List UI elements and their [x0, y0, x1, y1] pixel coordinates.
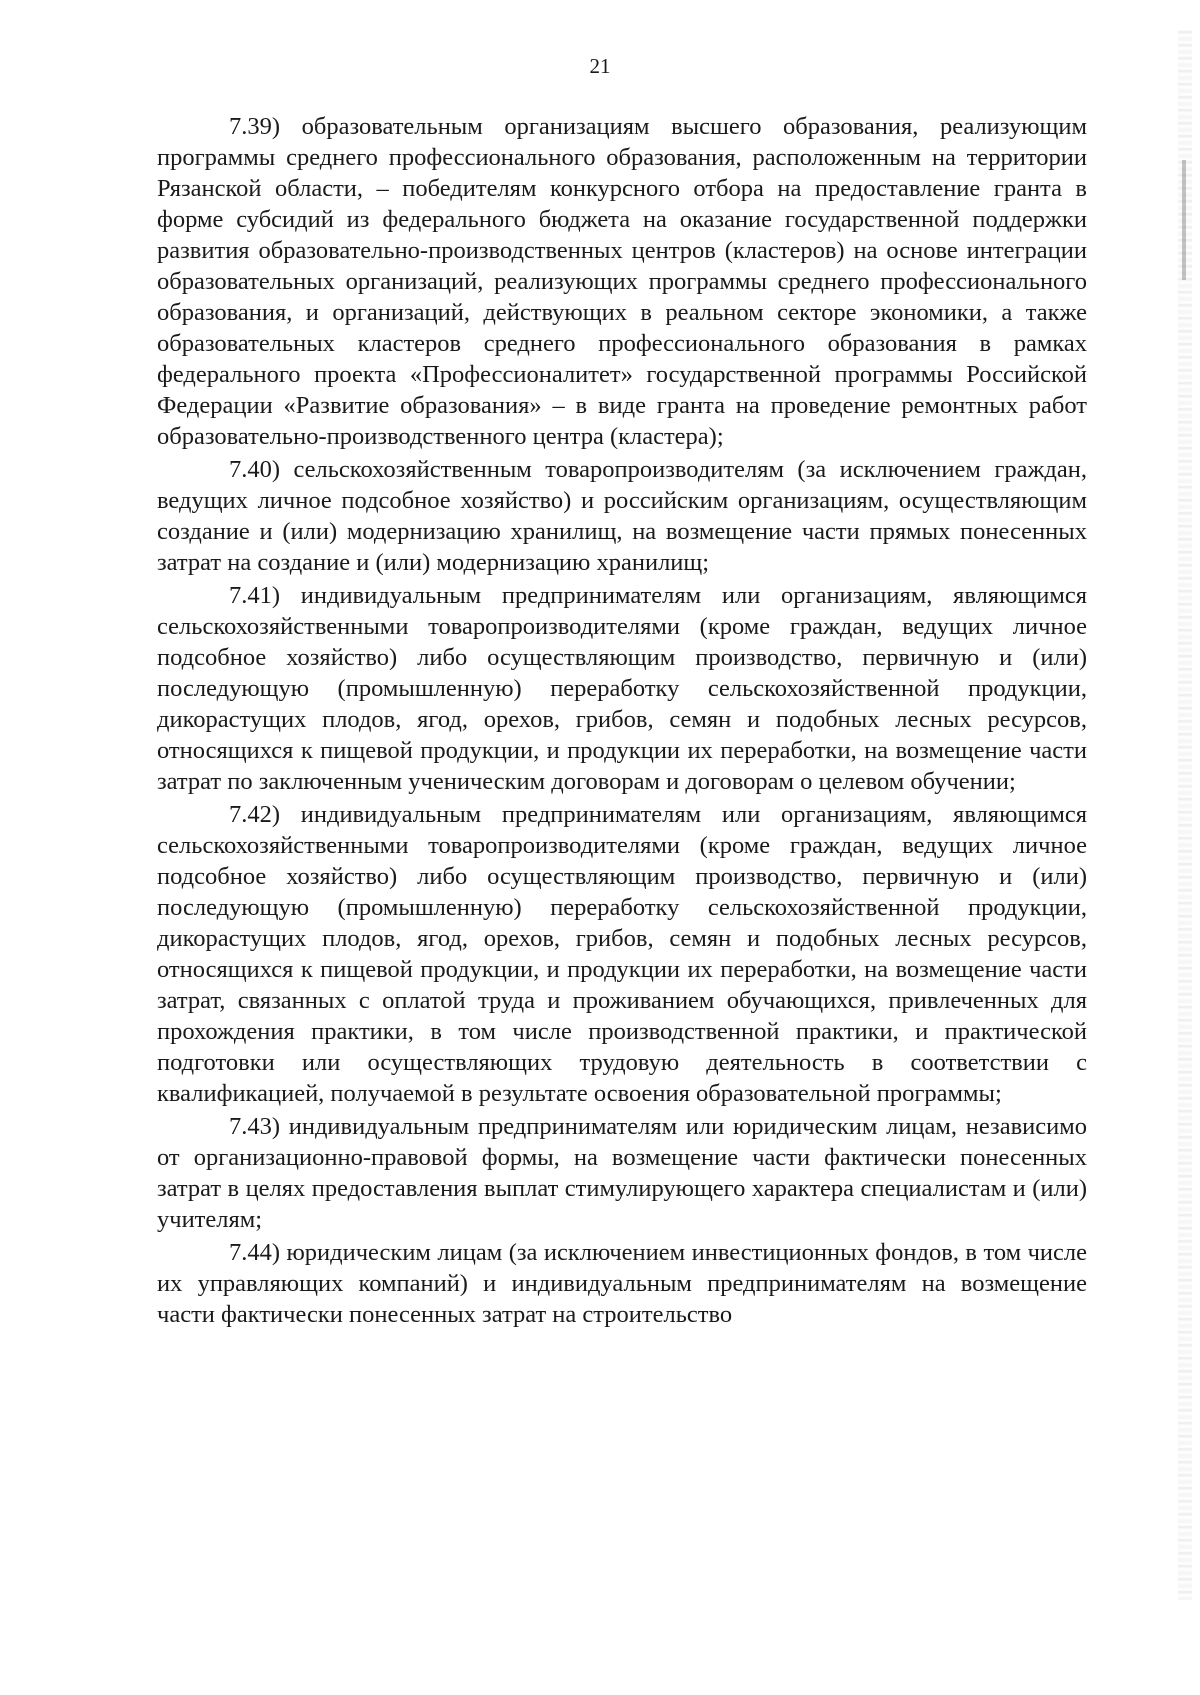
paragraph-7-39: 7.39) образовательным организациям высшего образования, реализующим программы среднего профессионального образования, расположенным на территории Рязанской области, – победителям конкурсного отбора на предоставление гранта в форме субсидий из федерального бюджета на оказание государственной поддержки развития образовательно-производственных центров (кластеров) на основе интеграции образовательных организаций, реализующих программы среднего профессионального образования, и организаций, действующих в реальном секторе экономики, а также образовательных кластеров среднего профессионального образования в рамках федерального проекта «Профессионалитет» государственной программы Российской Федерации «Развитие образования» – в виде гранта на проведение ремонтных работ образовательно-производственного центра (кластера);	[157, 113, 1087, 450]
document-body	[157, 111, 1087, 1330]
paragraph-7-44: 7.44) юридическим лицам (за исключением инвестиционных фондов, в том числе их управляющих компаний) и индивидуальным предпринимателям на возмещение части фактически понесенных затрат на строительство	[157, 1239, 1087, 1328]
page-number: 21	[589, 54, 611, 78]
paragraph-7-41: 7.41) индивидуальным предпринимателям или организациям, являющимся сельскохозяйственными товаропроизводителями (кроме граждан, ведущих личное подсобное хозяйство) либо осуществляющим производство, первичную и (или) последующую (промышленную) переработку сельскохозяйственной продукции, дикорастущих плодов, ягод, орехов, грибов, семян и подобных лесных ресурсов, относящихся к пищевой продукции, и продукции их переработки, на возмещение части затрат по заключенным ученическим договорам и договорам о целевом обучении;	[157, 582, 1087, 795]
paragraph-7-40: 7.40) сельскохозяйственным товаропроизводителям (за исключением граждан, ведущих личное подсобное хозяйство) и российским организациям, осуществляющим создание и (или) модернизацию хранилищ, на возмещение части прямых понесенных затрат на создание и (или) модернизацию хранилищ;	[157, 456, 1087, 576]
paragraph-7-43: 7.43) индивидуальным предпринимателям или юридическим лицам, независимо от организационно-правовой формы, на возмещение части фактически понесенных затрат в целях предоставления выплат стимулирующего характера специалистам и (или) учителям;	[157, 1113, 1087, 1233]
paragraph-7-42: 7.42) индивидуальным предпринимателям или организациям, являющимся сельскохозяйственными товаропроизводителями (кроме граждан, ведущих личное подсобное хозяйство) либо осуществляющим производство, первичную и (или) последующую (промышленную) переработку сельскохозяйственной продукции, дикорастущих плодов, ягод, орехов, грибов, семян и подобных лесных ресурсов, относящихся к пищевой продукции, и продукции их переработки, на возмещение части затрат, связанных с оплатой труда и проживанием обучающихся, привлеченных для прохождения практики, в том числе производственной практики, и практической подготовки или осуществляющих трудовую деятельность в соответствии с квалификацией, получаемой в результате освоения образовательной программы;	[157, 801, 1087, 1107]
scan-edge-shadow	[1182, 160, 1186, 280]
